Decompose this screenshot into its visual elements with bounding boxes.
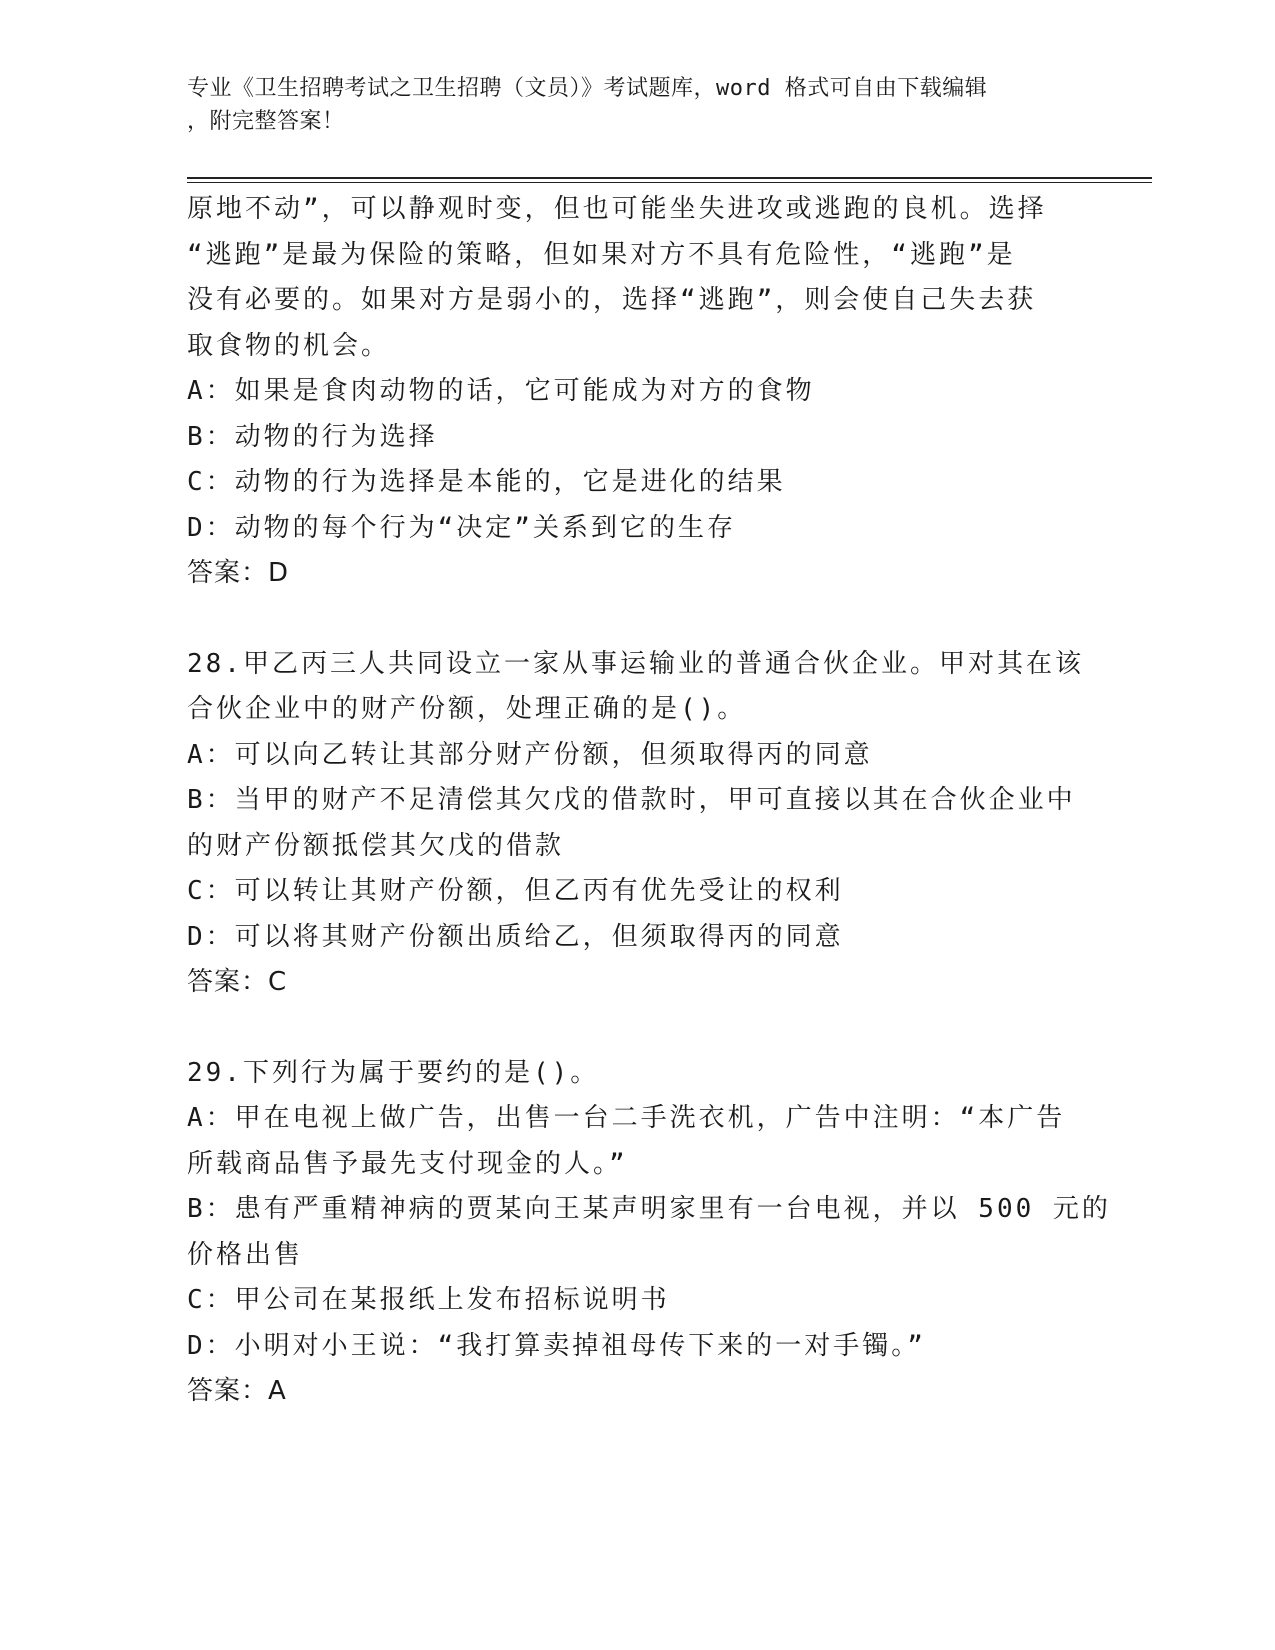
- question-text-line: 29.下列行为属于要约的是()。: [187, 1057, 600, 1088]
- answer-label: 答案：D: [187, 558, 290, 588]
- option-d: D：动物的每个行为“决定”关系到它的生存: [187, 512, 736, 543]
- option-d: D：小明对小王说：“我打算卖掉祖母传下来的一对手镯。”: [187, 1330, 926, 1361]
- option-b: B：当甲的财产不足清偿其欠戊的借款时，甲可直接以其在合伙企业中: [187, 785, 1076, 815]
- spacer: [187, 1006, 1087, 1051]
- question-28: [187, 642, 1087, 1006]
- option-d: D：可以将其财产份额出质给乙，但须取得丙的同意: [187, 921, 844, 952]
- option-c: C：甲公司在某报纸上发布招标说明书: [187, 1285, 670, 1315]
- option-b-continued: 的财产份额抵偿其欠戊的借款: [187, 830, 565, 861]
- question-text-line: 合伙企业中的财产份额，处理正确的是()。: [187, 694, 747, 724]
- question-text-line: 原地不动”，可以静观时变，但也可能坐失进攻或逃跑的良机。选择: [187, 194, 1047, 224]
- option-b-continued: 价格出售: [187, 1239, 304, 1270]
- option-a: A：可以向乙转让其部分财产份额，但须取得丙的同意: [187, 739, 873, 770]
- option-b: B：患有严重精神病的贾某向王某声明家里有一台电视，并以 500 元的: [187, 1194, 1111, 1224]
- header-divider-thick: [187, 177, 1152, 179]
- answer-label: 答案：C: [187, 967, 288, 997]
- question-content: [187, 187, 1111, 1415]
- header-line-1: 专业《卫生招聘考试之卫生招聘（文员）》考试题库，word 格式可自由下载编辑: [187, 76, 988, 101]
- answer-label: 答案：A: [187, 1376, 287, 1406]
- question-29: [187, 1051, 1111, 1415]
- spacer: [187, 597, 1087, 642]
- question-text-line: 取食物的机会。: [187, 330, 391, 361]
- question-text-line: 28.甲乙丙三人共同设立一家从事运输业的普通合伙企业。甲对其在该: [187, 648, 1084, 679]
- question-text-line: “逃跑”是最为保险的策略，但如果对方不具有危险性，“逃跑”是: [187, 239, 1016, 270]
- header-line-2: ，附完整答案！: [187, 109, 345, 134]
- option-a: A：如果是食肉动物的话，它可能成为对方的食物: [187, 376, 815, 406]
- header-divider-thin: [187, 182, 1152, 183]
- option-c: C：可以转让其财产份额，但乙丙有优先受让的权利: [187, 876, 844, 906]
- option-a-continued: 所载商品售予最先支付现金的人。”: [187, 1148, 628, 1179]
- option-b: B：动物的行为选择: [187, 421, 438, 452]
- question-text-line: 没有必要的。如果对方是弱小的，选择“逃跑”，则会使自己失去获: [187, 285, 1037, 315]
- page-header: [187, 72, 1067, 138]
- question-27: [187, 187, 1087, 597]
- option-c: C：动物的行为选择是本能的，它是进化的结果: [187, 467, 786, 497]
- option-a: A：甲在电视上做广告，出售一台二手洗衣机，广告中注明：“本广告: [187, 1103, 1066, 1133]
